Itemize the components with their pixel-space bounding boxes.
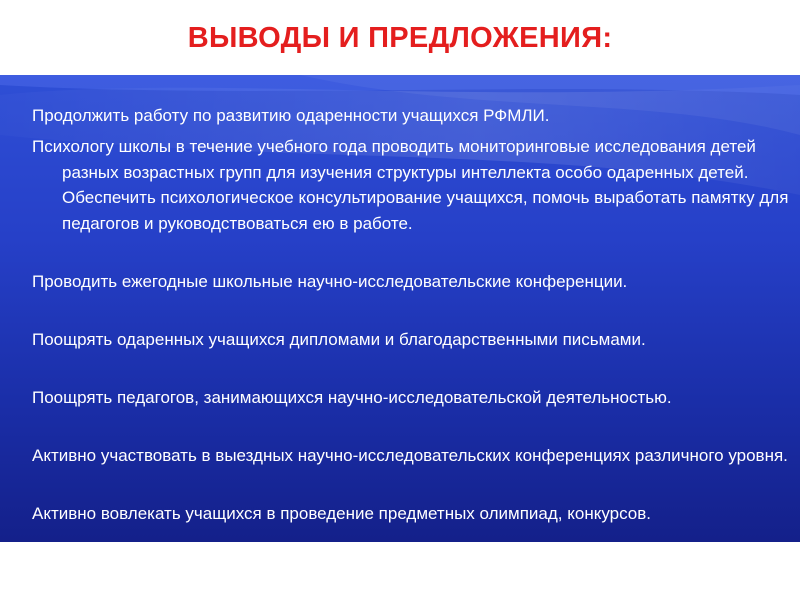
list-item: Активно вовлекать учащихся в проведение предметных олимпиад, конкурсов. [32, 504, 651, 523]
list-item: Поощрять педагогов, занимающихся научно-исследовательской деятельностью. [32, 388, 672, 407]
list-item: Психологу школы в течение учебного года проводить мониторинговые исследования детей разных возрастных групп для изучения структуры интеллекта особо одаренных детей. Обеспечить психологическое консультирование учащихся, помочь выработать памятку для педагогов и руководствоваться ею в работе. [32, 137, 789, 233]
list-item: Активно участвовать в выездных научно-исследовательских конференциях различного уровня. [32, 446, 788, 465]
slide-body [0, 75, 800, 542]
conclusions-list [0, 75, 800, 542]
list-item: Продолжить работу по развитию одаренности учащихся РФМЛИ. [32, 106, 550, 125]
bottom-margin [0, 542, 800, 600]
list-item: Проводить ежегодные школьные научно-исследовательские конференции. [32, 272, 628, 291]
list-item: Поощрять одаренных учащихся дипломами и благодарственными письмами. [32, 330, 646, 349]
slide-title: ВЫВОДЫ И ПРЕДЛОЖЕНИЯ: [187, 22, 613, 54]
title-band [0, 0, 800, 75]
